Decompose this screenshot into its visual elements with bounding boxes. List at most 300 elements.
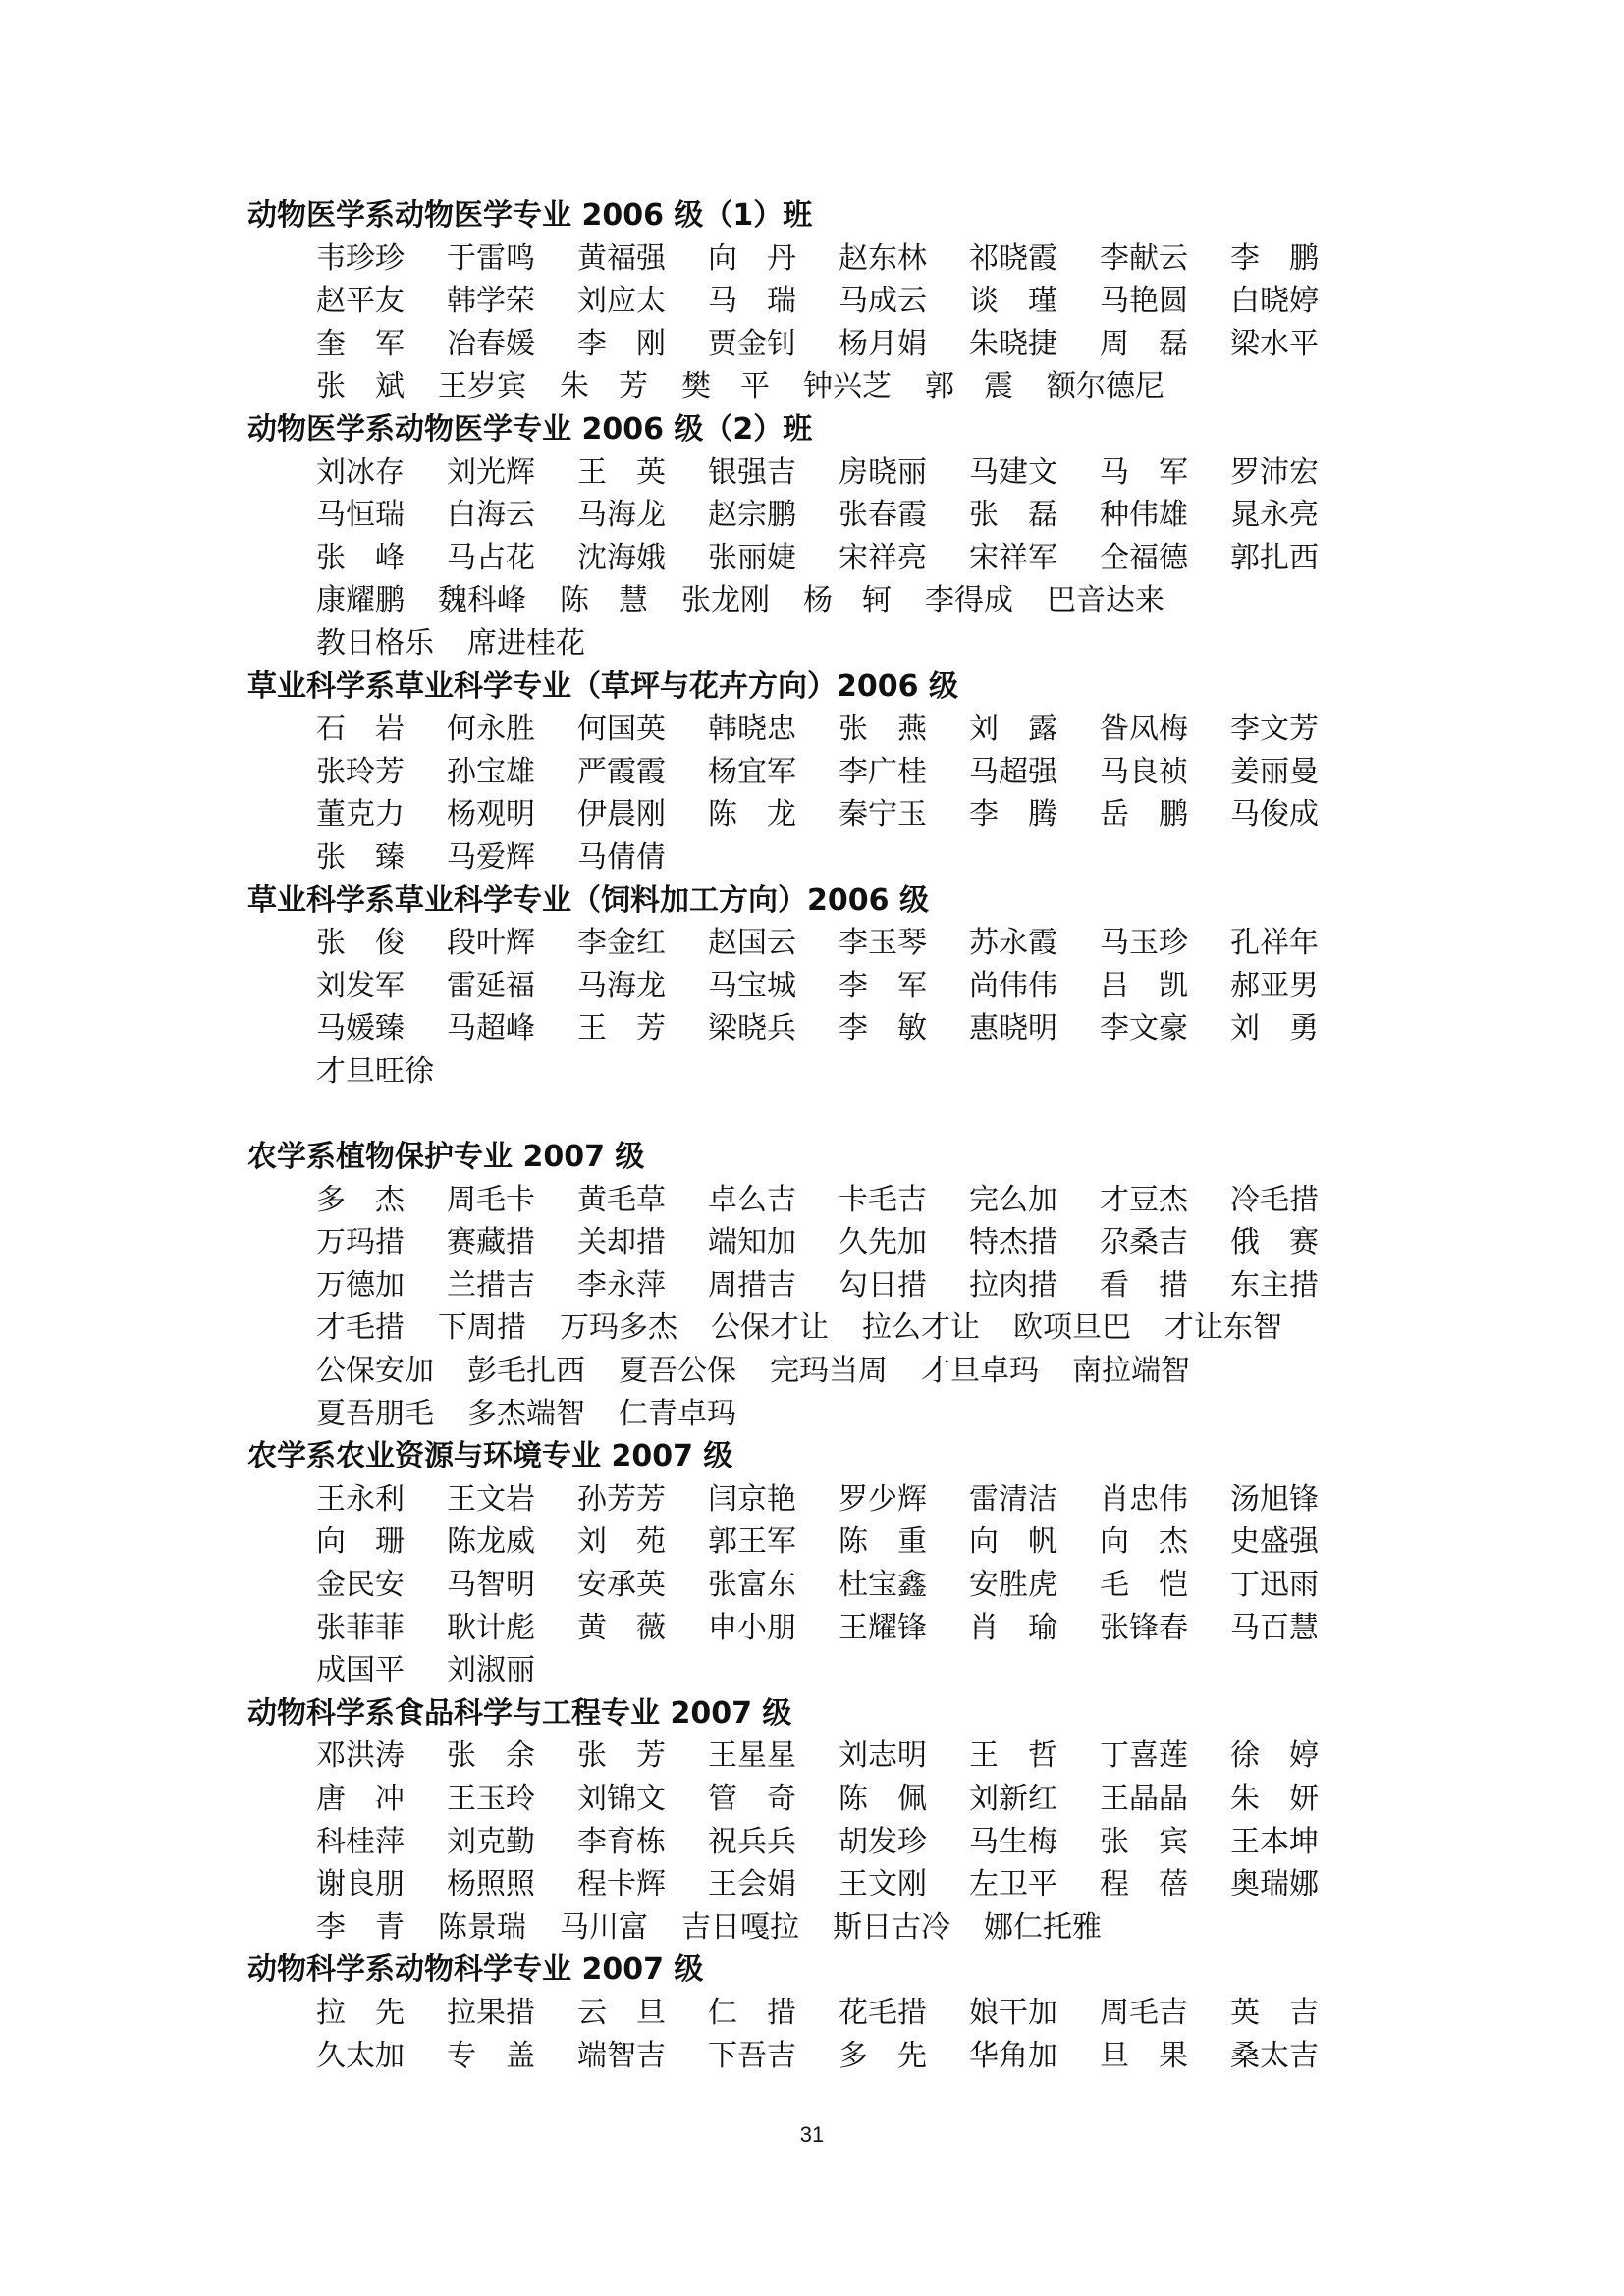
student-name: 才旦旺徐 — [316, 1053, 434, 1089]
name-row — [316, 1307, 1386, 1350]
name-row — [316, 280, 1386, 323]
student-name: 旦 果 — [1100, 2038, 1188, 2073]
section-heading: 动物科学系动物科学专业 2007 级 — [247, 1952, 704, 1988]
student-name: 李 敏 — [839, 1011, 927, 1046]
student-name: 多 先 — [839, 2038, 927, 2073]
name-row — [316, 1350, 1386, 1393]
name-row — [316, 708, 1386, 751]
student-name: 郭扎西 — [1230, 540, 1319, 575]
student-name: 唐 冲 — [316, 1781, 405, 1816]
student-name: 张富东 — [708, 1568, 796, 1602]
name-row — [316, 1649, 1386, 1692]
name-row — [316, 323, 1386, 366]
student-name: 兰措吉 — [447, 1267, 535, 1303]
student-name: 耿计彪 — [447, 1610, 535, 1645]
student-name: 张锋春 — [1100, 1610, 1188, 1645]
student-name: 桑太吉 — [1230, 2038, 1319, 2073]
name-row — [316, 922, 1386, 965]
student-name: 向 杰 — [1100, 1524, 1188, 1560]
name-row — [316, 2035, 1386, 2078]
student-name: 岳 鹏 — [1100, 797, 1188, 832]
student-name: 韩晓忠 — [708, 712, 796, 747]
student-name: 朱晓捷 — [969, 326, 1057, 361]
student-name: 马良祯 — [1100, 754, 1188, 789]
student-name: 钟兴芝 — [803, 369, 892, 404]
student-name: 张 宾 — [1100, 1824, 1188, 1859]
name-row — [316, 1992, 1386, 2035]
student-name: 罗少辉 — [839, 1481, 927, 1517]
student-name: 完玛当周 — [770, 1354, 888, 1389]
student-name: 马 瑞 — [708, 284, 796, 319]
student-name: 万玛措 — [316, 1225, 405, 1260]
student-name: 李 刚 — [577, 326, 666, 361]
student-name: 英 吉 — [1230, 1995, 1319, 2030]
name-row — [316, 238, 1386, 281]
student-name: 华角加 — [969, 2038, 1057, 2073]
student-name: 完么加 — [969, 1182, 1057, 1217]
student-name: 奥瑞娜 — [1230, 1867, 1319, 1902]
student-name: 马玉珍 — [1100, 926, 1188, 961]
name-row — [316, 1821, 1386, 1864]
student-name: 久太加 — [316, 2038, 405, 2073]
student-name: 郝亚男 — [1230, 968, 1319, 1003]
name-row — [316, 1906, 1386, 1949]
student-name: 胡发珍 — [839, 1824, 927, 1859]
student-name: 马海龙 — [577, 498, 666, 533]
student-name: 祝兵兵 — [708, 1824, 796, 1859]
student-name: 端智吉 — [577, 2038, 666, 2073]
name-row — [316, 365, 1386, 408]
student-name: 教日格乐 — [316, 625, 434, 661]
student-name: 尚伟伟 — [969, 968, 1057, 1003]
section-heading: 动物医学系动物医学专业 2006 级（2）班 — [247, 411, 813, 447]
student-name: 陈 龙 — [708, 797, 796, 832]
name-row — [316, 579, 1386, 622]
student-name: 伊晨刚 — [577, 797, 666, 832]
name-row — [316, 452, 1386, 495]
student-name: 卡毛吉 — [839, 1182, 927, 1217]
section-heading: 动物科学系食品科学与工程专业 2007 级 — [247, 1695, 792, 1731]
student-name: 东主措 — [1230, 1267, 1319, 1303]
name-row — [316, 751, 1386, 794]
student-name: 王永利 — [316, 1481, 405, 1517]
student-name-list — [247, 452, 1386, 666]
student-name: 马百慧 — [1230, 1610, 1319, 1645]
student-name: 向 珊 — [316, 1524, 405, 1560]
student-name: 欧项旦巴 — [1013, 1310, 1131, 1346]
name-row — [316, 793, 1386, 836]
student-name: 张丽婕 — [708, 540, 796, 575]
name-row — [316, 1607, 1386, 1650]
student-name-list — [247, 1478, 1386, 1692]
student-name: 刘克勤 — [447, 1824, 535, 1859]
student-name: 杜宝鑫 — [839, 1568, 927, 1602]
student-name: 徐 婷 — [1230, 1738, 1319, 1774]
section-heading: 草业科学系草业科学专业（饲料加工方向）2006 级 — [247, 882, 929, 918]
name-row — [316, 1564, 1386, 1607]
student-name: 刘新红 — [969, 1781, 1057, 1816]
student-name: 苏永霞 — [969, 926, 1057, 961]
student-name: 李育栋 — [577, 1824, 666, 1859]
student-name: 仁青卓玛 — [619, 1396, 736, 1431]
student-name: 汤旭锋 — [1230, 1481, 1319, 1517]
name-row — [316, 1478, 1386, 1522]
student-name: 房晓丽 — [839, 454, 927, 490]
student-name: 下吾吉 — [708, 2038, 796, 2073]
student-name: 黄毛草 — [577, 1182, 666, 1217]
student-name: 卓么吉 — [708, 1182, 796, 1217]
student-name: 拉果措 — [447, 1995, 535, 2030]
student-name: 端知加 — [708, 1225, 796, 1260]
name-row — [316, 1521, 1386, 1564]
student-name: 刘淑丽 — [447, 1653, 535, 1688]
student-name: 赵东林 — [839, 240, 927, 276]
name-row — [316, 1264, 1386, 1308]
name-row — [316, 1393, 1386, 1436]
student-name: 周毛卡 — [447, 1182, 535, 1217]
student-name: 邓洪涛 — [316, 1738, 405, 1774]
student-name: 万玛多杰 — [560, 1310, 677, 1346]
student-name-list — [247, 1992, 1386, 2077]
name-row — [316, 1221, 1386, 1264]
student-name-list — [247, 922, 1386, 1093]
student-name: 杨月娟 — [839, 326, 927, 361]
student-name: 王星星 — [708, 1738, 796, 1774]
name-row — [316, 1735, 1386, 1778]
student-name: 丁喜莲 — [1100, 1738, 1188, 1774]
student-name: 刘 苑 — [577, 1524, 666, 1560]
student-name: 李玉琴 — [839, 926, 927, 961]
student-name: 刘冰存 — [316, 454, 405, 490]
student-name: 闫京艳 — [708, 1481, 796, 1517]
student-name: 张 磊 — [969, 498, 1057, 533]
student-name: 晁永亮 — [1230, 498, 1319, 533]
student-name: 马 军 — [1100, 454, 1188, 490]
section-spacer — [247, 1093, 1386, 1136]
student-name: 王会娟 — [708, 1867, 796, 1902]
student-name: 花毛措 — [839, 1995, 927, 2030]
student-name: 李得成 — [925, 583, 1013, 618]
student-name: 杨宜军 — [708, 754, 796, 789]
student-name: 刘 勇 — [1230, 1011, 1319, 1046]
student-name: 朱 芳 — [560, 369, 648, 404]
student-name: 赵宗鹏 — [708, 498, 796, 533]
student-name: 娜仁托雅 — [984, 1909, 1102, 1945]
class-section — [247, 1435, 1386, 1692]
student-name: 才毛措 — [316, 1310, 405, 1346]
student-name: 董克力 — [316, 797, 405, 832]
class-section — [247, 194, 1386, 408]
student-name: 张春霞 — [839, 498, 927, 533]
student-name: 王 英 — [577, 454, 666, 490]
name-list-content — [247, 194, 1386, 2077]
student-name: 樊 平 — [681, 369, 770, 404]
student-name: 史盛强 — [1230, 1524, 1319, 1560]
student-name: 王文岩 — [447, 1481, 535, 1517]
student-name: 拉 先 — [316, 1995, 405, 2030]
student-name: 郭王军 — [708, 1524, 796, 1560]
student-name: 多 杰 — [316, 1182, 405, 1217]
student-name: 马倩倩 — [577, 839, 666, 875]
student-name: 马建文 — [969, 454, 1057, 490]
student-name: 冷毛措 — [1230, 1182, 1319, 1217]
student-name: 才让东智 — [1164, 1310, 1282, 1346]
name-row — [316, 1179, 1386, 1222]
student-name: 马占花 — [447, 540, 535, 575]
student-name: 陈龙威 — [447, 1524, 535, 1560]
student-name: 王晶晶 — [1100, 1781, 1188, 1816]
student-name: 南拉端智 — [1072, 1354, 1190, 1389]
student-name: 李永萍 — [577, 1267, 666, 1303]
student-name: 石 岩 — [316, 712, 405, 747]
student-name: 看 措 — [1100, 1267, 1188, 1303]
student-name: 仁 措 — [708, 1995, 796, 2030]
student-name: 夏吾公保 — [619, 1354, 736, 1389]
student-name: 张 芳 — [577, 1738, 666, 1774]
student-name: 额尔德尼 — [1047, 369, 1164, 404]
student-name: 张 臻 — [316, 839, 405, 875]
student-name: 马川富 — [560, 1909, 648, 1945]
student-name: 惠晓明 — [969, 1011, 1057, 1046]
student-name: 刘应太 — [577, 284, 666, 319]
student-name: 科桂萍 — [316, 1824, 405, 1859]
student-name: 王本坤 — [1230, 1824, 1319, 1859]
name-row — [316, 836, 1386, 880]
student-name: 张 斌 — [316, 369, 405, 404]
student-name: 罗沛宏 — [1230, 454, 1319, 490]
student-name: 云 旦 — [577, 1995, 666, 2030]
student-name: 李 军 — [839, 968, 927, 1003]
student-name: 姜丽曼 — [1230, 754, 1319, 789]
student-name-list — [247, 1735, 1386, 1949]
student-name: 成国平 — [316, 1653, 405, 1688]
section-heading: 动物医学系动物医学专业 2006 级（1）班 — [247, 198, 813, 233]
student-name: 段叶辉 — [447, 926, 535, 961]
student-name: 尕桑吉 — [1100, 1225, 1188, 1260]
student-name: 向 帆 — [969, 1524, 1057, 1560]
student-name: 申小朋 — [708, 1610, 796, 1645]
student-name: 才豆杰 — [1100, 1182, 1188, 1217]
student-name: 白海云 — [447, 498, 535, 533]
student-name: 冶春媛 — [447, 326, 535, 361]
student-name: 丁迅雨 — [1230, 1568, 1319, 1602]
class-section — [247, 408, 1386, 666]
student-name: 杨观明 — [447, 797, 535, 832]
student-name: 彭毛扎西 — [467, 1354, 585, 1389]
student-name: 种伟雄 — [1100, 498, 1188, 533]
section-heading: 草业科学系草业科学专业（草坪与花卉方向）2006 级 — [247, 668, 958, 704]
name-row — [316, 965, 1386, 1008]
student-name: 周毛吉 — [1100, 1995, 1188, 2030]
student-name: 巴音达来 — [1047, 583, 1164, 618]
student-name: 程 蓓 — [1100, 1867, 1188, 1902]
student-name: 周措吉 — [708, 1267, 796, 1303]
student-name: 席进桂花 — [467, 625, 585, 661]
student-name: 沈海娥 — [577, 540, 666, 575]
student-name: 刘 露 — [969, 712, 1057, 747]
student-name: 于雷鸣 — [447, 240, 535, 276]
student-name: 韩学荣 — [447, 284, 535, 319]
student-name: 万德加 — [316, 1267, 405, 1303]
student-name: 孙宝雄 — [447, 754, 535, 789]
student-name: 陈 慧 — [560, 583, 648, 618]
student-name: 黄福强 — [577, 240, 666, 276]
student-name: 李广桂 — [839, 754, 927, 789]
student-name: 李 鹏 — [1230, 240, 1319, 276]
student-name: 宋祥亮 — [839, 540, 927, 575]
student-name: 专 盖 — [447, 2038, 535, 2073]
name-row — [316, 494, 1386, 537]
student-name: 李献云 — [1100, 240, 1188, 276]
student-name: 杨 轲 — [803, 583, 892, 618]
student-name: 谈 瑾 — [969, 284, 1057, 319]
student-name: 刘发军 — [316, 968, 405, 1003]
student-name: 左卫平 — [969, 1867, 1057, 1902]
student-name: 吕 凯 — [1100, 968, 1188, 1003]
student-name: 李文豪 — [1100, 1011, 1188, 1046]
student-name: 刘锦文 — [577, 1781, 666, 1816]
name-row — [316, 1863, 1386, 1906]
student-name: 陈 佩 — [839, 1781, 927, 1816]
name-row — [316, 1778, 1386, 1821]
student-name: 马艳圆 — [1100, 284, 1188, 319]
student-name: 周 磊 — [1100, 326, 1188, 361]
student-name: 康耀鹏 — [316, 583, 405, 618]
student-name: 严霞霞 — [577, 754, 666, 789]
student-name: 张 峰 — [316, 540, 405, 575]
class-section — [247, 666, 1386, 880]
student-name: 马成云 — [839, 284, 927, 319]
student-name: 张玲芳 — [316, 754, 405, 789]
name-row — [316, 1007, 1386, 1050]
student-name: 马超峰 — [447, 1011, 535, 1046]
student-name: 王岁宾 — [438, 369, 526, 404]
class-section — [247, 1136, 1386, 1435]
student-name: 张 燕 — [839, 712, 927, 747]
student-name: 王玉玲 — [447, 1781, 535, 1816]
student-name: 祁晓霞 — [969, 240, 1057, 276]
student-name: 马媛臻 — [316, 1011, 405, 1046]
student-name: 谢良朋 — [316, 1867, 405, 1902]
class-section — [247, 1949, 1386, 2077]
student-name: 陈景瑞 — [438, 1909, 526, 1945]
student-name: 赵平友 — [316, 284, 405, 319]
student-name: 李文芳 — [1230, 712, 1319, 747]
student-name: 王 哲 — [969, 1738, 1057, 1774]
student-name: 马宝城 — [708, 968, 796, 1003]
student-name: 公保安加 — [316, 1354, 434, 1389]
student-name: 吉日嘎拉 — [681, 1909, 799, 1945]
student-name: 马爱辉 — [447, 839, 535, 875]
student-name: 昝凤梅 — [1100, 712, 1188, 747]
student-name: 何国英 — [577, 712, 666, 747]
student-name: 王 芳 — [577, 1011, 666, 1046]
student-name: 张龙刚 — [681, 583, 770, 618]
name-row — [316, 622, 1386, 666]
student-name: 杨照照 — [447, 1867, 535, 1902]
student-name: 李 青 — [316, 1909, 405, 1945]
student-name: 拉肉措 — [969, 1267, 1057, 1303]
student-name: 陈 重 — [839, 1524, 927, 1560]
student-name-list — [247, 708, 1386, 879]
student-name: 金民安 — [316, 1568, 405, 1602]
student-name: 肖忠伟 — [1100, 1481, 1188, 1517]
student-name: 斯日古冷 — [833, 1909, 950, 1945]
class-section — [247, 1692, 1386, 1949]
student-name: 管 奇 — [708, 1781, 796, 1816]
student-name: 俄 赛 — [1230, 1225, 1319, 1260]
page-number: 31 — [799, 2122, 825, 2147]
student-name: 娘干加 — [969, 1995, 1057, 2030]
student-name: 特杰措 — [969, 1225, 1057, 1260]
student-name: 宋祥军 — [969, 540, 1057, 575]
student-name: 马俊成 — [1230, 797, 1319, 832]
student-name: 张 余 — [447, 1738, 535, 1774]
student-name: 何永胜 — [447, 712, 535, 747]
student-name: 梁水平 — [1230, 326, 1319, 361]
student-name: 张菲菲 — [316, 1610, 405, 1645]
student-name: 秦宁玉 — [839, 797, 927, 832]
student-name: 程卡辉 — [577, 1867, 666, 1902]
student-name: 马恒瑞 — [316, 498, 405, 533]
student-name: 张 俊 — [316, 926, 405, 961]
student-name: 王耀锋 — [839, 1610, 927, 1645]
student-name: 全福德 — [1100, 540, 1188, 575]
student-name: 白晓婷 — [1230, 284, 1319, 319]
student-name: 郭 震 — [925, 369, 1013, 404]
student-name: 安承英 — [577, 1568, 666, 1602]
student-name: 多杰端智 — [467, 1396, 585, 1431]
section-heading: 农学系农业资源与环境专业 2007 级 — [247, 1439, 733, 1474]
student-name: 赛藏措 — [447, 1225, 535, 1260]
student-name: 孙芳芳 — [577, 1481, 666, 1517]
student-name: 夏吾朋毛 — [316, 1396, 434, 1431]
student-name: 关却措 — [577, 1225, 666, 1260]
student-name: 马超强 — [969, 754, 1057, 789]
student-name: 黄 薇 — [577, 1610, 666, 1645]
student-name: 赵国云 — [708, 926, 796, 961]
student-name: 马生梅 — [969, 1824, 1057, 1859]
student-name: 梁晓兵 — [708, 1011, 796, 1046]
student-name: 朱 妍 — [1230, 1781, 1319, 1816]
student-name: 马智明 — [447, 1568, 535, 1602]
student-name: 拉么才让 — [862, 1310, 980, 1346]
name-row — [316, 537, 1386, 580]
student-name: 马海龙 — [577, 968, 666, 1003]
student-name: 久先加 — [839, 1225, 927, 1260]
student-name: 向 丹 — [708, 240, 796, 276]
student-name: 刘志明 — [839, 1738, 927, 1774]
student-name: 下周措 — [438, 1310, 526, 1346]
student-name-list — [247, 238, 1386, 408]
student-name: 奎 军 — [316, 326, 405, 361]
section-heading: 农学系植物保护专业 2007 级 — [247, 1140, 645, 1175]
student-name: 才旦卓玛 — [921, 1354, 1039, 1389]
student-name: 勾日措 — [839, 1267, 927, 1303]
student-name: 王文刚 — [839, 1867, 927, 1902]
student-name: 刘光辉 — [447, 454, 535, 490]
student-name: 毛 恺 — [1100, 1568, 1188, 1602]
student-name: 肖 瑜 — [969, 1610, 1057, 1645]
class-section — [247, 880, 1386, 1094]
student-name: 李 腾 — [969, 797, 1057, 832]
student-name: 雷清洁 — [969, 1481, 1057, 1517]
student-name: 安胜虎 — [969, 1568, 1057, 1602]
name-row — [316, 1050, 1386, 1094]
student-name: 银强吉 — [708, 454, 796, 490]
student-name: 韦珍珍 — [316, 240, 405, 276]
student-name: 孔祥年 — [1230, 926, 1319, 961]
